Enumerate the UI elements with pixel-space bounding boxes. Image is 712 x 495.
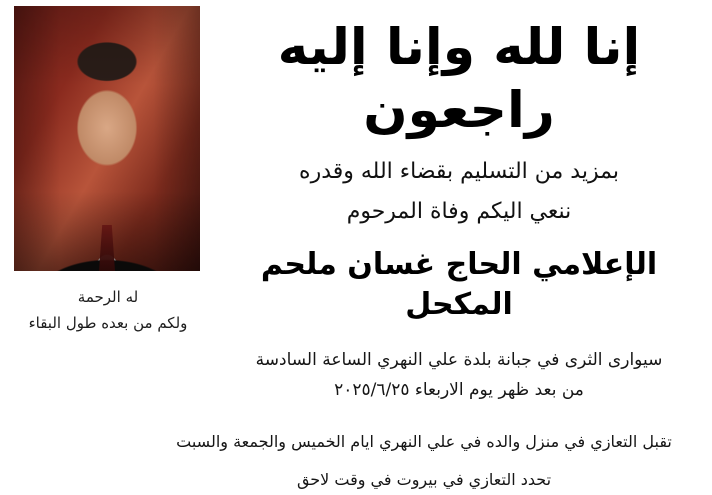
deceased-photo	[14, 6, 200, 271]
condolences-details	[136, 427, 712, 495]
burial-line-1: سيوارى الثرى في جبانة بلدة علي النهري الساعة السادسة	[255, 350, 663, 370]
photo-caption	[10, 284, 206, 336]
condolences-line-1: تقبل التعازي في منزل والده في علي النهري ايام الخميس والجمعة والسبت	[176, 432, 672, 451]
condolences-line-2: تحدد التعازي في بيروت في وقت لاحق	[296, 470, 552, 489]
intro-line-2: ننعي اليكم وفاة المرحوم	[346, 199, 572, 224]
caption-line-1: له الرحمة	[77, 288, 139, 306]
caption-line-2: ولكم من بعده طول البقاء	[28, 314, 188, 332]
deceased-name: الإعلامي الحاج غسان ملحم المكحل	[260, 247, 658, 322]
burial-line-2: من بعد ظهر يوم الاربعاء ٢٠٢٥/٦/٢٥	[334, 380, 584, 400]
basmala-heading: إنا لله وإنا إليه راجعون	[277, 18, 641, 139]
burial-details	[206, 345, 712, 405]
photo-vignette-overlay	[14, 6, 200, 271]
notice-text-column	[176, 0, 712, 489]
intro-line-1: بمزيد من التسليم بقضاء الله وقدره	[299, 159, 619, 184]
